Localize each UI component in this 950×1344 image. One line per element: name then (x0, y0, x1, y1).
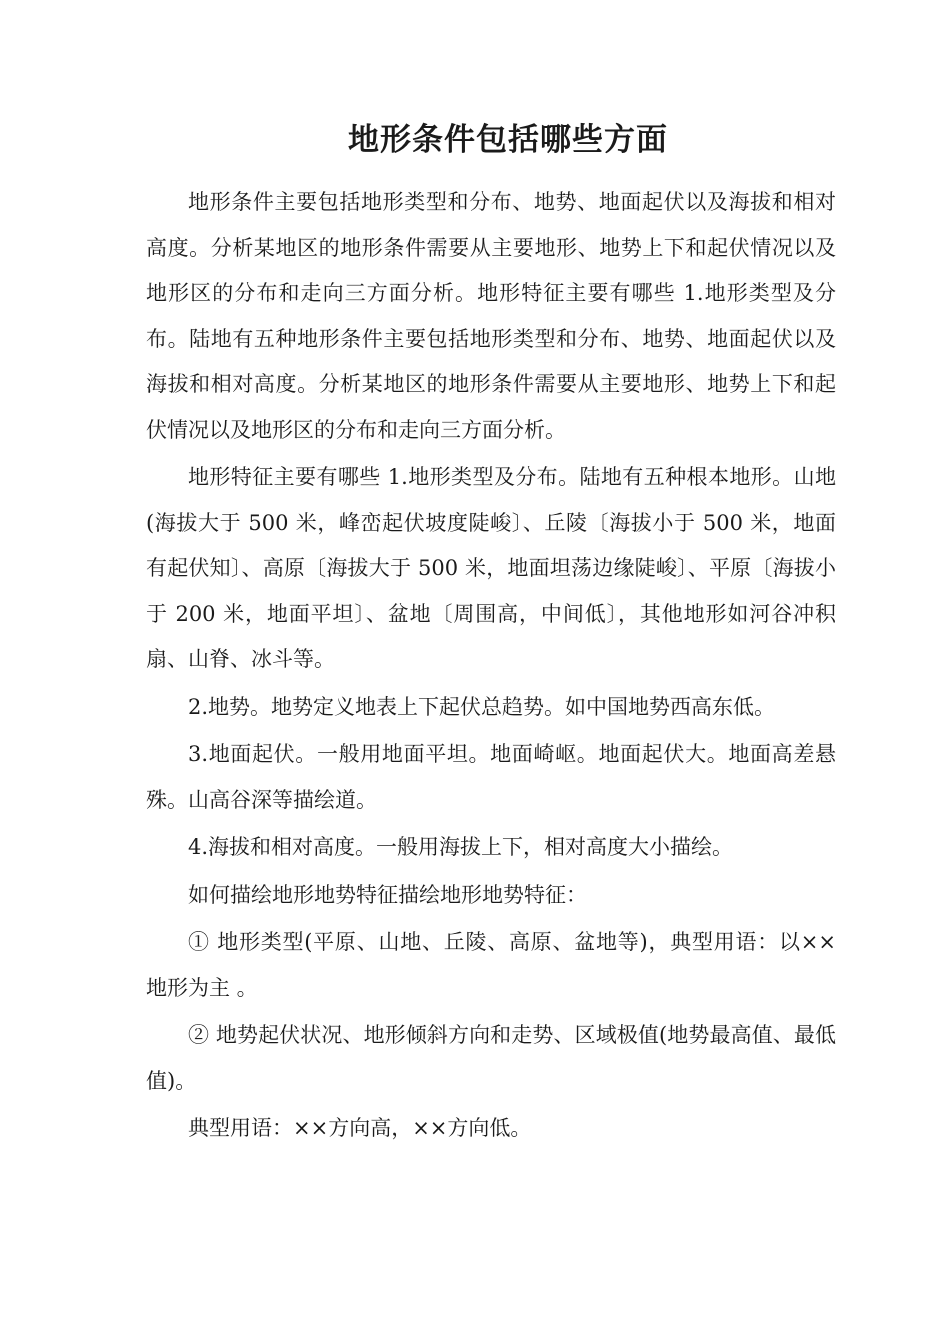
paragraph: 3.地面起伏。一般用地面平坦。地面崎岖。地面起伏大。地面高差悬殊。山高谷深等描绘道。 (146, 742, 836, 812)
paragraph: 地形条件主要包括地形类型和分布、地势、地面起伏以及海拔和相对高度。分析某地区的地形条件需要从主要地形、地势上下和起伏情况以及地形区的分布和走向三方面分析。地形特征主要有哪些 1.地形类型及分布。陆地有五种地形条件主要包括地形类型和分布、地势、地面起伏以及海拔和相对高度。分析某地区的地形条件需要从主要地形、地势上下和起伏情况以及地形区的分布和走向三方面分析。 (146, 190, 836, 442)
document-title: 地形条件包括哪些方面 (348, 122, 668, 158)
paragraph: 典型用语：××方向高，××方向低。 (188, 1116, 532, 1140)
document-body (146, 180, 836, 1154)
paragraph: 地形特征主要有哪些 1.地形类型及分布。陆地有五种根本地形。山地(海拔大于 500 米，峰峦起伏坡度陡峻〕、丘陵〔海拔小于 500 米，地面有起伏知〕、高原〔海拔大于 500 米，地面坦荡边缘陡峻〕、平原〔海拔小于 200 米，地面平坦〕、盆地〔周围高，中间低〕，其他地形如河谷冲积扇、山脊、冰斗等。 (146, 465, 836, 671)
paragraph: ② 地势起伏状况、地形倾斜方向和走势、区域极值(地势最高值、最低值)。 (146, 1023, 836, 1093)
paragraph: ① 地形类型(平原、山地、丘陵、高原、盆地等)，典型用语：以×× 地形为主 。 (146, 930, 836, 1000)
paragraph: 如何描绘地形地势特征描绘地形地势特征： (188, 882, 587, 907)
paragraph: 4.海拔和相对高度。一般用海拔上下，相对高度大小描绘。 (188, 835, 734, 859)
paragraph: 2.地势。地势定义地表上下起伏总趋势。如中国地势西高东低。 (188, 694, 776, 719)
